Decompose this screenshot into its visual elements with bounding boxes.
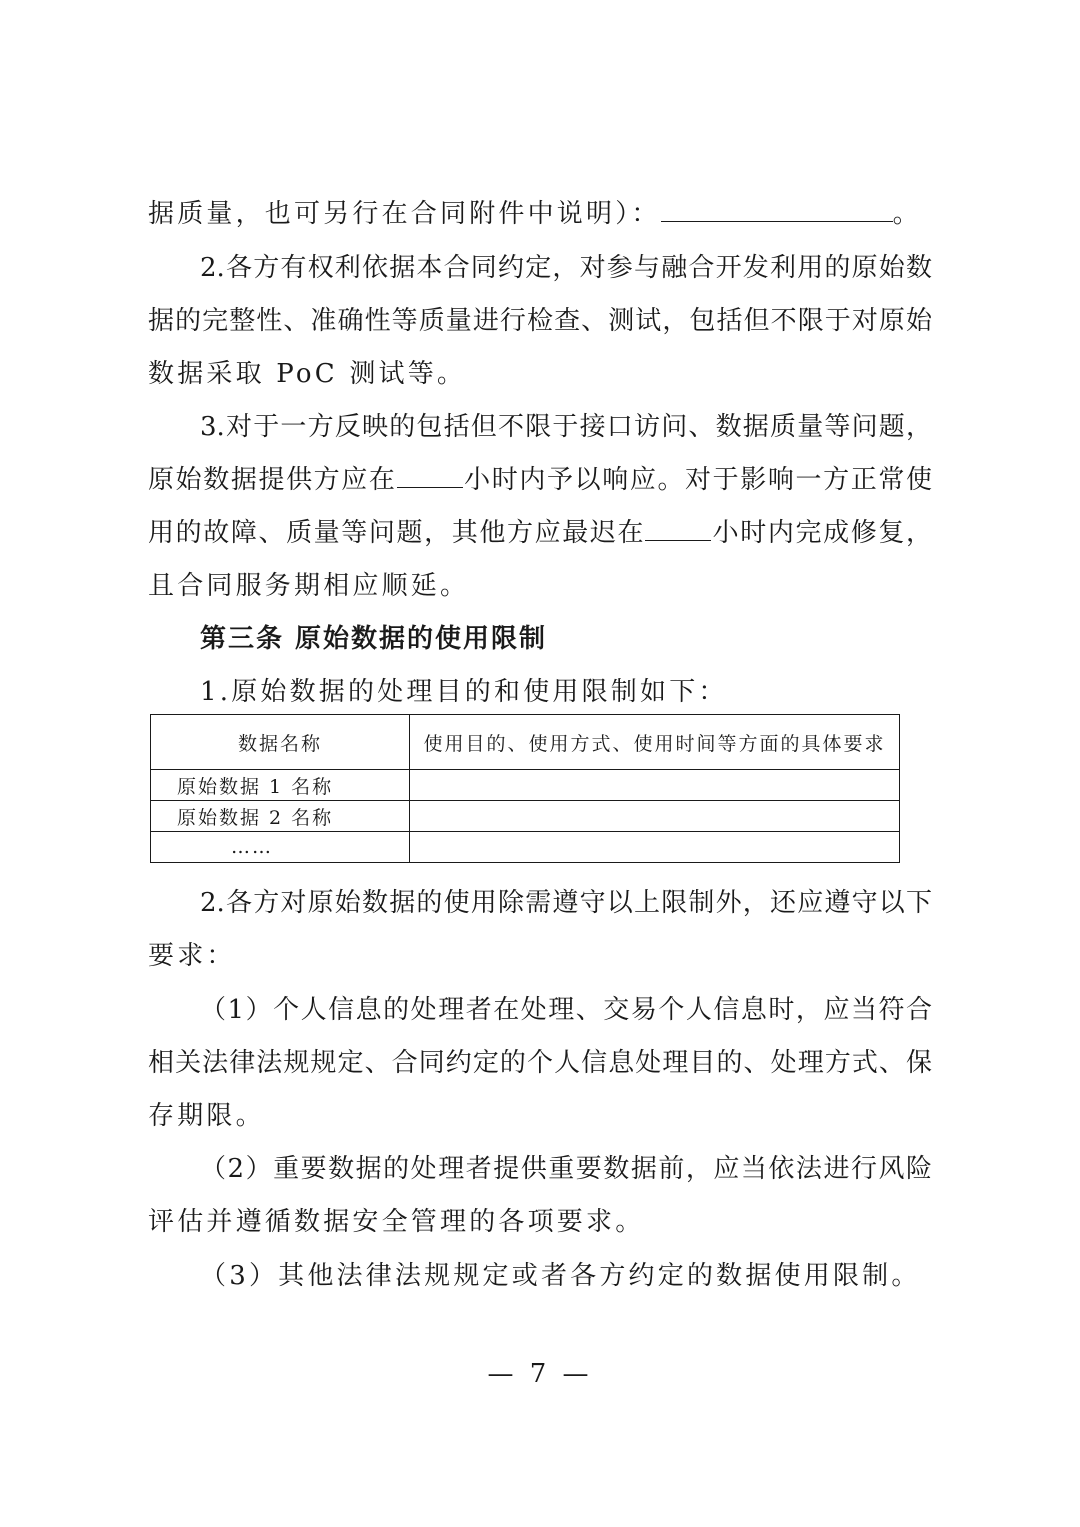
paragraph-line: 2.各方对原始数据的使用除需遵守以上限制外，还应遵守以下 bbox=[200, 888, 932, 918]
fill-in-blank[interactable] bbox=[661, 195, 893, 222]
paragraph-line: 3.对于一方反映的包括但不限于接口访问、数据质量等问题， bbox=[200, 412, 932, 442]
item-text: 1.原始数据的处理目的和使用限制如下： bbox=[200, 677, 728, 707]
table-header-cell: 数据名称 bbox=[151, 715, 410, 770]
table-cell[interactable] bbox=[410, 770, 900, 801]
table-cell[interactable] bbox=[410, 801, 900, 832]
paragraph-line: 据的完整性、准确性等质量进行检查、测试，包括但不限于对原始 bbox=[148, 306, 932, 336]
table-header-row bbox=[151, 715, 900, 770]
paragraph-line: 评估并遵循数据安全管理的各项要求。 bbox=[148, 1207, 645, 1237]
paragraph-text: 据质量，也可另行在合同附件中说明）： bbox=[148, 199, 661, 229]
fill-in-blank[interactable] bbox=[645, 514, 711, 541]
paragraph-line: （1）个人信息的处理者在处理、交易个人信息时，应当符合 bbox=[200, 995, 932, 1025]
paragraph-line: 2.各方有权利依据本合同约定，对参与融合开发利用的原始数 bbox=[200, 253, 932, 283]
paragraph-line bbox=[148, 513, 932, 553]
paragraph-line: 相关法律法规规定、合同约定的个人信息处理目的、处理方式、保 bbox=[148, 1048, 932, 1078]
fill-in-blank[interactable] bbox=[397, 461, 463, 488]
paragraph-line: 存期限。 bbox=[148, 1101, 265, 1131]
paragraph-text: 。 bbox=[892, 199, 922, 229]
paragraph-line: （3）其他法律法规规定或者各方约定的数据使用限制。 bbox=[200, 1261, 921, 1291]
data-usage-table bbox=[150, 714, 900, 863]
article-heading: 第三条 原始数据的使用限制 bbox=[200, 624, 548, 654]
paragraph-line bbox=[148, 460, 932, 500]
table-cell[interactable] bbox=[410, 832, 900, 863]
page-number: — 7 — bbox=[487, 1359, 593, 1389]
table-row bbox=[151, 801, 900, 832]
paragraph-text: 小时内予以响应。对于影响一方正常使 bbox=[462, 465, 932, 495]
paragraph-text: 用的故障、质量等问题，其他方应最迟在 bbox=[148, 518, 646, 548]
table-header-cell: 使用目的、使用方式、使用时间等方面的具体要求 bbox=[410, 715, 900, 770]
paragraph-text: 原始数据提供方应在 bbox=[148, 465, 397, 495]
paragraph-line: 要求： bbox=[148, 941, 236, 971]
table-row bbox=[151, 770, 900, 801]
table-row bbox=[151, 832, 900, 863]
table-cell: 原始数据 2 名称 bbox=[151, 801, 410, 832]
paragraph-line bbox=[148, 194, 932, 234]
table-cell: …… bbox=[151, 832, 410, 863]
table-cell: 原始数据 1 名称 bbox=[151, 770, 410, 801]
paragraph-text: 小时内完成修复， bbox=[711, 518, 932, 548]
paragraph-line: （2）重要数据的处理者提供重要数据前，应当依法进行风险 bbox=[200, 1154, 932, 1184]
paragraph-line: 数据采取 PoC 测试等。 bbox=[148, 359, 467, 389]
paragraph-line: 且合同服务期相应顺延。 bbox=[148, 571, 470, 601]
